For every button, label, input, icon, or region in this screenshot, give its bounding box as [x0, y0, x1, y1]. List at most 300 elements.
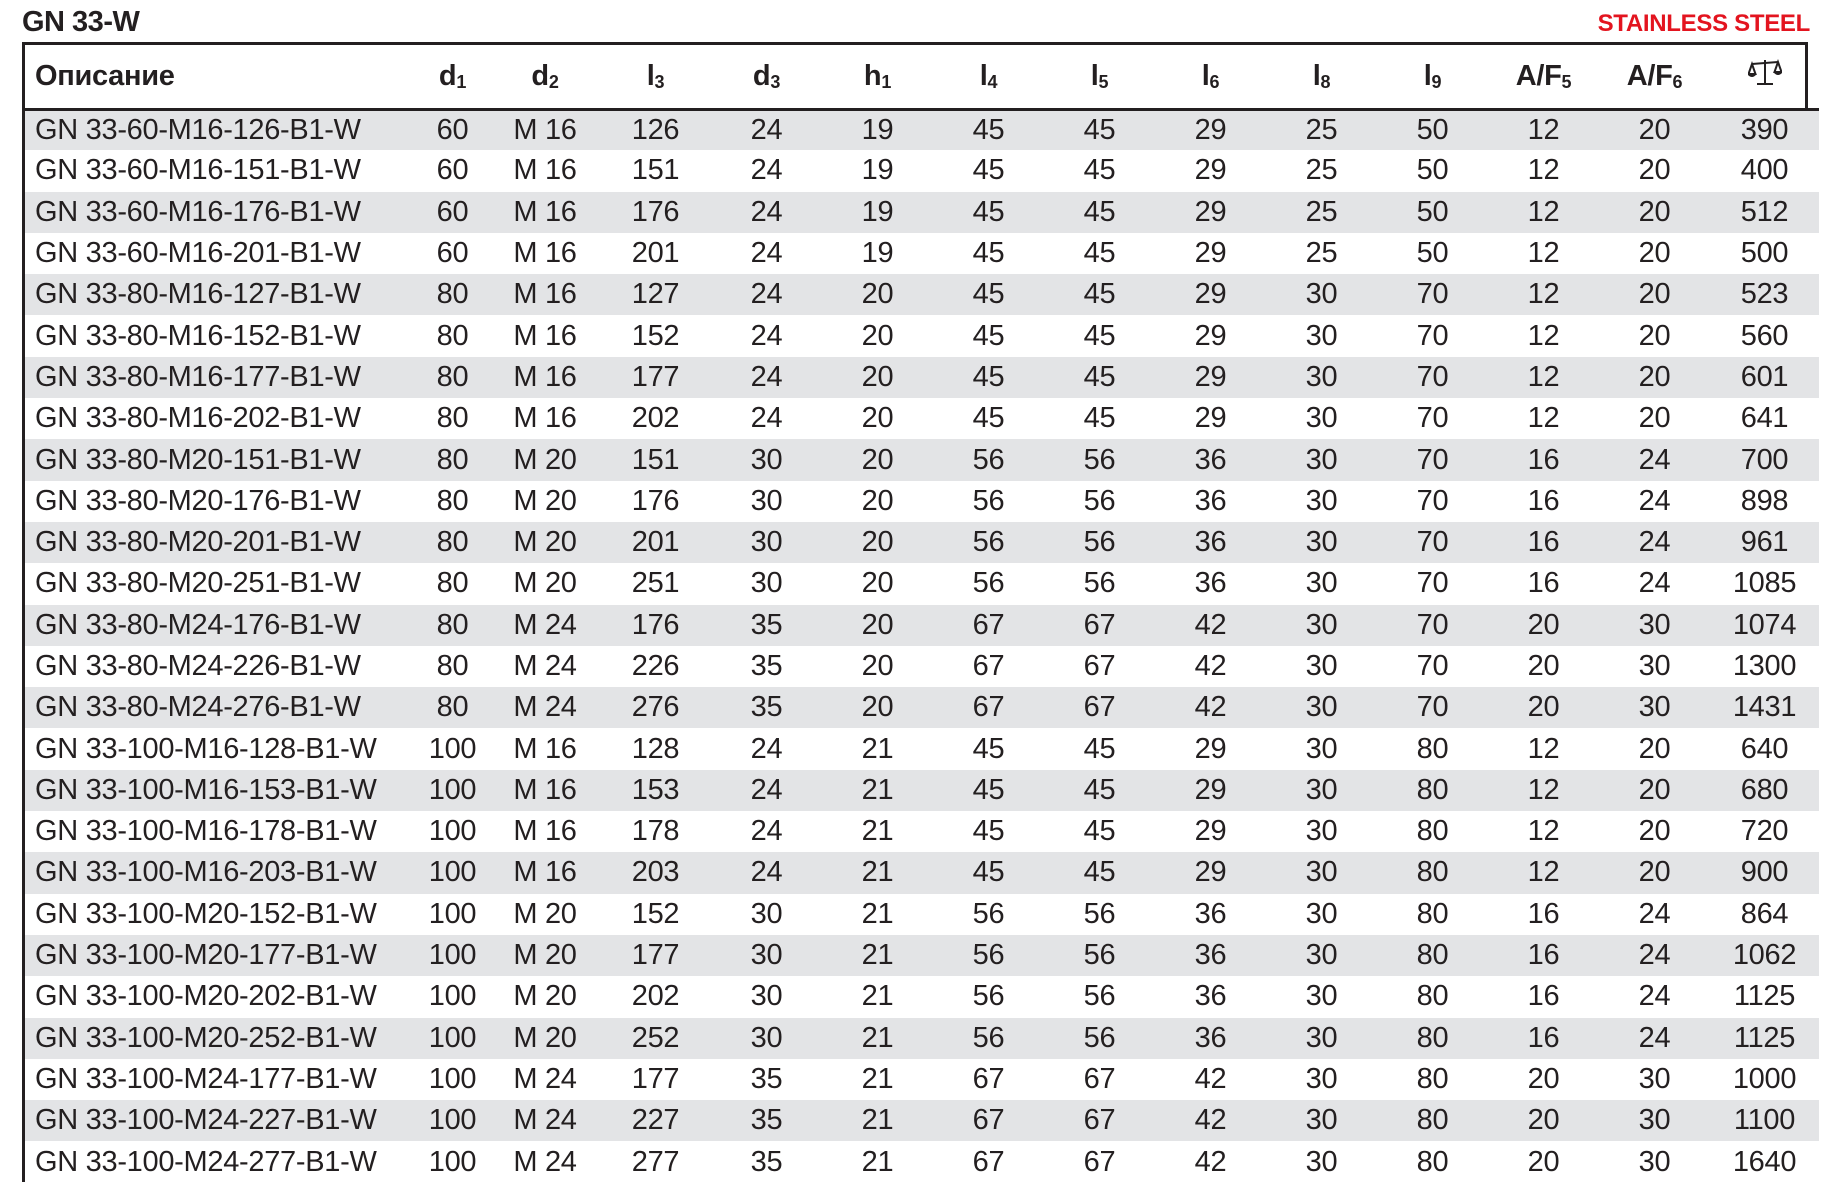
table-row — [25, 1018, 1819, 1059]
table-cell: 45 — [1083, 195, 1116, 228]
table-cell: 16 — [1527, 897, 1560, 930]
table-cell: 56 — [1083, 526, 1116, 559]
table-cell: 30 — [1305, 360, 1338, 393]
table-cell: 20 — [1527, 608, 1560, 641]
table-cell: 20 — [1638, 113, 1671, 146]
table-cell: 30 — [750, 567, 783, 600]
table-cell: 30 — [1305, 567, 1338, 600]
table-cell: 20 — [1527, 650, 1560, 682]
table-cell: 20 — [861, 319, 894, 352]
table-cell: 128 — [631, 732, 680, 765]
table-cell: 20 — [1638, 195, 1671, 228]
column-header-label: l — [979, 59, 988, 92]
table-cell: 42 — [1194, 608, 1227, 641]
material-label: STAINLESS STEEL — [1597, 10, 1810, 37]
table-cell: 56 — [972, 567, 1005, 600]
table-cell: M 20 — [513, 980, 577, 1013]
table-cell: 56 — [1083, 484, 1116, 517]
column-header-label: l — [1201, 59, 1210, 92]
table-cell: 70 — [1416, 319, 1449, 352]
column-header-subscript: 6 — [1672, 71, 1683, 92]
table-cell: 24 — [1638, 484, 1671, 517]
column-header — [1377, 45, 1488, 109]
table-cell: 36 — [1194, 1021, 1227, 1054]
table-cell: 36 — [1194, 980, 1227, 1013]
table-cell: 30 — [1305, 980, 1338, 1013]
scale-icon — [1748, 58, 1782, 94]
table-cell: 30 — [1305, 608, 1338, 641]
column-header — [1155, 45, 1266, 109]
table-cell: 60 — [436, 154, 469, 187]
table-cell: 56 — [1083, 980, 1116, 1013]
table-cell: 512 — [1740, 195, 1789, 228]
table-cell: 20 — [861, 526, 894, 559]
dimensions-table — [25, 45, 1819, 1183]
table-cell: 24 — [750, 856, 783, 889]
table-cell: M 24 — [513, 1104, 577, 1137]
column-header-subscript: 6 — [1209, 71, 1220, 92]
table-cell: 24 — [1638, 567, 1671, 600]
table-cell: 29 — [1194, 856, 1227, 889]
table-cell: 29 — [1194, 815, 1227, 848]
table-cell: 21 — [861, 1062, 894, 1095]
table-cell: 29 — [1194, 773, 1227, 806]
table-cell: M 16 — [513, 319, 577, 352]
cell-description: GN 33-100-M24-227-B1-W — [35, 1104, 377, 1137]
table-cell: 80 — [436, 608, 469, 641]
table-cell: 80 — [436, 360, 469, 393]
table-cell: 29 — [1194, 402, 1227, 435]
table-row — [25, 935, 1819, 976]
cell-description: GN 33-100-M16-178-B1-W — [35, 815, 377, 848]
table-body — [25, 109, 1819, 1183]
table-cell: 36 — [1194, 443, 1227, 476]
table-row — [25, 894, 1819, 935]
table-row — [25, 109, 1819, 150]
table-cell: 30 — [1305, 691, 1338, 724]
table-row — [25, 687, 1819, 728]
table-cell: 24 — [750, 319, 783, 352]
table-cell: 680 — [1740, 773, 1789, 806]
table-cell: M 16 — [513, 773, 577, 806]
table-cell: 20 — [1638, 278, 1671, 311]
table-cell: 80 — [1416, 1062, 1449, 1095]
table-cell: 226 — [631, 650, 680, 682]
table-cell: 12 — [1527, 113, 1560, 146]
table-cell: M 16 — [513, 732, 577, 765]
table-cell: M 24 — [513, 1062, 577, 1095]
table-row — [25, 1141, 1819, 1182]
column-header-weight — [1710, 45, 1819, 109]
column-header-subscript: 5 — [1561, 71, 1572, 92]
table-cell: 80 — [436, 402, 469, 435]
table-cell: 390 — [1740, 113, 1789, 146]
table-cell: 56 — [1083, 443, 1116, 476]
column-header — [822, 45, 933, 109]
table-cell: 864 — [1740, 897, 1789, 930]
table-cell: 19 — [861, 154, 894, 187]
column-header-subscript: 1 — [456, 71, 467, 92]
column-header — [1266, 45, 1377, 109]
table-cell: 12 — [1527, 815, 1560, 848]
table-cell: 36 — [1194, 484, 1227, 517]
column-header — [1044, 45, 1155, 109]
table-cell: 1125 — [1733, 980, 1796, 1013]
cell-description: GN 33-100-M20-152-B1-W — [35, 897, 377, 930]
table-cell: 20 — [1638, 360, 1671, 393]
table-cell: 20 — [1527, 1062, 1560, 1095]
table-cell: 21 — [861, 856, 894, 889]
table-cell: 100 — [428, 1104, 477, 1137]
table-cell: 20 — [861, 567, 894, 600]
table-cell: 20 — [1638, 773, 1671, 806]
table-cell: 56 — [1083, 567, 1116, 600]
table-cell: 67 — [972, 608, 1005, 641]
table-cell: 21 — [861, 1021, 894, 1054]
table-cell: 1100 — [1733, 1104, 1796, 1137]
table-cell: 80 — [436, 567, 469, 600]
table-cell: 201 — [631, 526, 680, 559]
table-cell: 152 — [631, 319, 680, 352]
table-cell: 36 — [1194, 897, 1227, 930]
table-cell: 56 — [972, 980, 1005, 1013]
table-cell: M 16 — [513, 856, 577, 889]
table-cell: 12 — [1527, 237, 1560, 270]
table-cell: 20 — [861, 443, 894, 476]
table-cell: M 20 — [513, 567, 577, 600]
column-header-subscript: 5 — [1098, 71, 1109, 92]
table-row — [25, 481, 1819, 522]
table-cell: 1085 — [1732, 567, 1797, 600]
cell-description: GN 33-80-M20-201-B1-W — [35, 526, 361, 559]
cell-description: GN 33-60-M16-126-B1-W — [35, 113, 361, 146]
column-header — [1599, 45, 1710, 109]
table-cell: 24 — [750, 278, 783, 311]
table-cell: M 24 — [513, 691, 577, 724]
table-cell: 1074 — [1732, 608, 1797, 641]
cell-description: GN 33-80-M20-176-B1-W — [35, 484, 361, 517]
table-cell: 67 — [972, 1104, 1005, 1137]
table-cell: 80 — [1416, 773, 1449, 806]
table-cell: 900 — [1740, 856, 1789, 889]
table-cell: 24 — [1638, 443, 1671, 476]
table-cell: 42 — [1194, 1062, 1227, 1095]
table-cell: 19 — [861, 195, 894, 228]
table-cell: 700 — [1740, 443, 1789, 476]
table-cell: 56 — [972, 897, 1005, 930]
table-cell: 30 — [1305, 856, 1338, 889]
table-cell: 42 — [1194, 691, 1227, 724]
table-cell: 24 — [750, 402, 783, 435]
table-cell: 16 — [1527, 1021, 1560, 1054]
table-cell: 80 — [1416, 939, 1449, 972]
table-cell: 1640 — [1732, 1145, 1797, 1178]
table-cell: 30 — [750, 1021, 783, 1054]
table-cell: 56 — [972, 484, 1005, 517]
table-cell: 25 — [1305, 113, 1338, 146]
table-cell: 45 — [1083, 319, 1116, 352]
table-cell: 202 — [631, 980, 680, 1013]
table-cell: 20 — [1638, 154, 1671, 187]
table-cell: 177 — [631, 360, 680, 393]
title-bar — [22, 4, 1810, 40]
table-cell: 70 — [1416, 360, 1449, 393]
table-cell: M 16 — [513, 360, 577, 393]
table-cell: 20 — [1527, 691, 1560, 724]
table-cell: 176 — [631, 195, 680, 228]
table-cell: 45 — [972, 319, 1005, 352]
table-cell: 12 — [1527, 732, 1560, 765]
table-cell: 177 — [631, 939, 680, 972]
column-header — [711, 45, 822, 109]
table-cell: 30 — [1305, 443, 1338, 476]
table-cell: 20 — [861, 608, 894, 641]
table-row — [25, 150, 1819, 191]
table-cell: 16 — [1527, 484, 1560, 517]
table-cell: 12 — [1527, 773, 1560, 806]
table-cell: 80 — [436, 526, 469, 559]
table-cell: 45 — [1083, 856, 1116, 889]
table-cell: 276 — [631, 691, 680, 724]
cell-description: GN 33-80-M16-127-B1-W — [35, 278, 361, 311]
table-cell: 29 — [1194, 360, 1227, 393]
table-cell: 45 — [972, 278, 1005, 311]
table-cell: 30 — [750, 484, 783, 517]
table-cell: 30 — [1305, 1104, 1338, 1137]
table-cell: 100 — [428, 815, 477, 848]
header-row — [25, 45, 1819, 109]
cell-description: GN 33-100-M24-177-B1-W — [35, 1062, 377, 1095]
cell-description: GN 33-100-M16-203-B1-W — [35, 856, 377, 889]
table-cell: 176 — [631, 608, 680, 641]
column-header-label: l — [1090, 59, 1099, 92]
table-cell: 153 — [631, 773, 680, 806]
table-cell: 35 — [750, 650, 783, 682]
cell-description: GN 33-60-M16-201-B1-W — [35, 237, 361, 270]
table-cell: M 20 — [513, 443, 577, 476]
table-row — [25, 357, 1819, 398]
table-cell: 42 — [1194, 650, 1227, 682]
table-cell: 100 — [428, 773, 477, 806]
table-cell: 20 — [861, 650, 894, 682]
table-cell: 30 — [1305, 526, 1338, 559]
table-cell: 203 — [631, 856, 680, 889]
table-cell: 19 — [861, 113, 894, 146]
table-cell: 24 — [750, 237, 783, 270]
table-cell: 20 — [861, 402, 894, 435]
table-row — [25, 728, 1819, 769]
column-header-label: A/F — [1626, 59, 1673, 92]
column-header-label: A/F — [1515, 59, 1562, 92]
cell-description: GN 33-80-M24-176-B1-W — [35, 608, 361, 641]
column-header-label: d — [752, 59, 771, 92]
column-header-subscript: 8 — [1320, 71, 1331, 92]
table-cell: 50 — [1416, 113, 1449, 146]
table-cell: 29 — [1194, 113, 1227, 146]
table-cell: 70 — [1416, 402, 1449, 435]
table-cell: 30 — [1305, 319, 1338, 352]
table-cell: 60 — [436, 195, 469, 228]
table-row — [25, 770, 1819, 811]
table-row — [25, 192, 1819, 233]
table-row — [25, 398, 1819, 439]
table-cell: 151 — [631, 154, 680, 187]
table-cell: 67 — [972, 1145, 1005, 1178]
table-cell: 20 — [1638, 319, 1671, 352]
table-cell: 961 — [1740, 526, 1789, 559]
table-cell: 30 — [1305, 278, 1338, 311]
table-cell: M 24 — [513, 1145, 577, 1178]
table-cell: 45 — [972, 773, 1005, 806]
table-cell: 60 — [436, 113, 469, 146]
table-cell: 19 — [861, 237, 894, 270]
table-cell: 30 — [1305, 815, 1338, 848]
table-cell: 35 — [750, 1145, 783, 1178]
table-cell: 30 — [1305, 402, 1338, 435]
table-cell: 45 — [1083, 113, 1116, 146]
table-cell: 45 — [972, 402, 1005, 435]
table-cell: 100 — [428, 897, 477, 930]
table-cell: 21 — [861, 980, 894, 1013]
table-cell: 30 — [1638, 691, 1671, 724]
column-header-subscript: 2 — [548, 71, 559, 92]
table-cell: 70 — [1416, 567, 1449, 600]
table-cell: 36 — [1194, 939, 1227, 972]
table-cell: 100 — [428, 1021, 477, 1054]
table-cell: 24 — [750, 732, 783, 765]
table-cell: M 16 — [513, 402, 577, 435]
table-cell: 24 — [1638, 526, 1671, 559]
table-row — [25, 605, 1819, 646]
table-cell: 20 — [861, 484, 894, 517]
table-cell: 277 — [631, 1145, 680, 1178]
table-cell: M 16 — [513, 278, 577, 311]
table-cell: M 20 — [513, 526, 577, 559]
table-cell: 1062 — [1732, 939, 1797, 972]
table-cell: 80 — [436, 319, 469, 352]
table-cell: 67 — [1083, 650, 1116, 682]
table-cell: 30 — [1638, 608, 1671, 641]
table-cell: 30 — [1305, 939, 1338, 972]
table-cell: 24 — [1638, 897, 1671, 930]
table-cell: 12 — [1527, 278, 1560, 311]
table-cell: 29 — [1194, 237, 1227, 270]
table-cell: 30 — [1305, 1062, 1338, 1095]
table-cell: 21 — [861, 1145, 894, 1178]
table-cell: 45 — [1083, 360, 1116, 393]
table-cell: 24 — [1638, 939, 1671, 972]
table-cell: 60 — [436, 237, 469, 270]
table-cell: 45 — [972, 856, 1005, 889]
column-header — [490, 45, 600, 109]
table-cell: 100 — [428, 980, 477, 1013]
column-header-label: d — [531, 59, 549, 92]
table-row — [25, 274, 1819, 315]
table-cell: 30 — [1305, 1145, 1338, 1178]
table-cell: 640 — [1740, 732, 1789, 765]
cell-description: GN 33-60-M16-151-B1-W — [35, 154, 361, 187]
table-cell: 56 — [972, 443, 1005, 476]
table-cell: 898 — [1740, 484, 1789, 517]
table-cell: M 20 — [513, 1021, 577, 1054]
table-cell: 30 — [1638, 1145, 1671, 1178]
table-cell: 1125 — [1733, 1021, 1796, 1054]
table-cell: 80 — [1416, 897, 1449, 930]
table-cell: M 16 — [513, 154, 577, 187]
table-cell: 35 — [750, 1062, 783, 1095]
table-cell: 80 — [436, 650, 469, 682]
table-cell: 45 — [1083, 773, 1116, 806]
table-cell: 30 — [750, 443, 783, 476]
cell-description: GN 33-80-M16-152-B1-W — [35, 319, 361, 352]
table-cell: 151 — [631, 443, 680, 476]
table-cell: 20 — [861, 278, 894, 311]
cell-description: GN 33-100-M20-177-B1-W — [35, 939, 377, 972]
table-cell: 21 — [861, 897, 894, 930]
table-cell: 21 — [861, 939, 894, 972]
table-cell: 80 — [1416, 980, 1449, 1013]
cell-description: GN 33-100-M24-277-B1-W — [35, 1145, 377, 1178]
table-cell: M 24 — [513, 608, 577, 641]
table-cell: 21 — [861, 815, 894, 848]
column-header-subscript: 3 — [654, 71, 665, 92]
table-cell: 80 — [1416, 1104, 1449, 1137]
table-cell: 80 — [1416, 1145, 1449, 1178]
table-cell: 25 — [1305, 237, 1338, 270]
table-cell: M 16 — [513, 195, 577, 228]
table-cell: 29 — [1194, 154, 1227, 187]
table-cell: 29 — [1194, 319, 1227, 352]
table-cell: 30 — [750, 980, 783, 1013]
table-cell: 56 — [1083, 897, 1116, 930]
table-cell: 30 — [1305, 1021, 1338, 1054]
table-cell: 16 — [1527, 939, 1560, 972]
table-cell: 20 — [1527, 1145, 1560, 1178]
table-cell: 12 — [1527, 195, 1560, 228]
table-row — [25, 646, 1819, 687]
column-header — [415, 45, 490, 109]
table-cell: 36 — [1194, 567, 1227, 600]
cell-description: GN 33-80-M20-251-B1-W — [35, 567, 361, 600]
column-header-subscript: 4 — [987, 71, 998, 92]
table-cell: 56 — [972, 939, 1005, 972]
column-header-description — [25, 45, 415, 109]
table-cell: 70 — [1416, 526, 1449, 559]
column-header — [933, 45, 1044, 109]
table-cell: 20 — [861, 360, 894, 393]
table-cell: 67 — [972, 1062, 1005, 1095]
table-cell: 24 — [1638, 1021, 1671, 1054]
cell-description: GN 33-80-M24-226-B1-W — [35, 650, 361, 682]
table-cell: 80 — [1416, 1021, 1449, 1054]
table-cell: 25 — [1305, 154, 1338, 187]
table-cell: 30 — [1638, 1104, 1671, 1137]
table-cell: 100 — [428, 939, 477, 972]
table-cell: 45 — [1083, 815, 1116, 848]
cell-description: GN 33-100-M16-128-B1-W — [35, 732, 377, 765]
table-cell: 30 — [1638, 650, 1671, 682]
table-cell: 1431 — [1732, 691, 1797, 724]
table-cell: 50 — [1416, 195, 1449, 228]
table-row — [25, 1059, 1819, 1100]
table-cell: 20 — [1527, 1104, 1560, 1137]
table-cell: M 16 — [513, 815, 577, 848]
table-cell: 21 — [861, 773, 894, 806]
table-header — [25, 45, 1819, 109]
table-cell: 30 — [750, 939, 783, 972]
table-cell: 1300 — [1732, 650, 1797, 682]
table-cell: 30 — [1305, 650, 1338, 682]
